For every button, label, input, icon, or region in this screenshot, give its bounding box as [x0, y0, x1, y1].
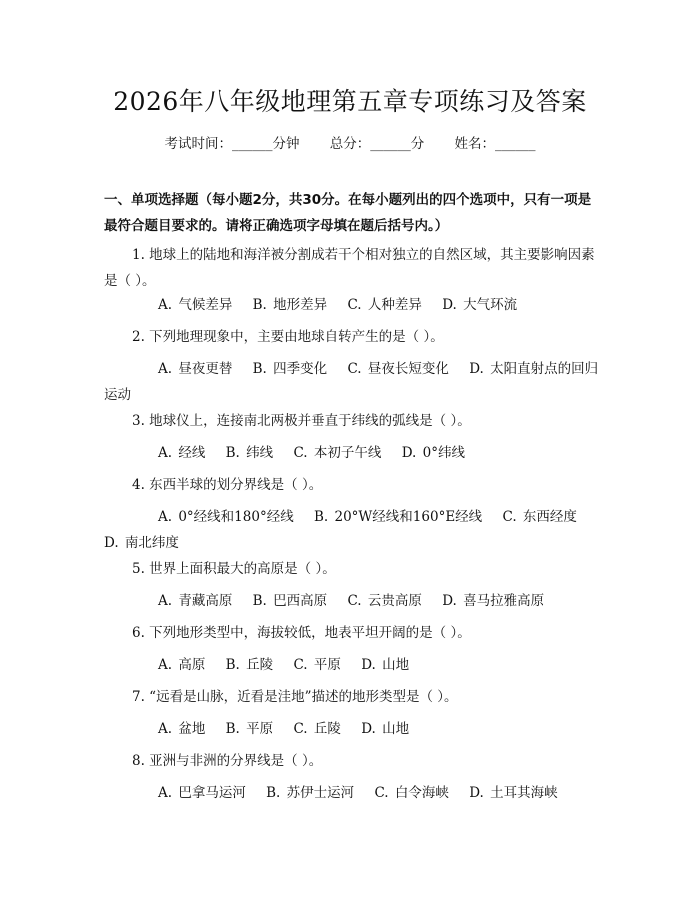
option-a: A. 气候差异 — [158, 297, 233, 313]
option-d: D. 太阳直射点的回归运动 — [104, 361, 599, 403]
option-b: B. 苏伊士运河 — [266, 785, 355, 801]
option-b: B. 丘陵 — [225, 657, 274, 673]
exam-meta — [0, 132, 700, 152]
question-7-options — [104, 716, 600, 742]
option-d: D. 南北纬度 — [104, 535, 179, 551]
option-a: A. 经线 — [158, 445, 206, 461]
question-2: 2. 下列地理现象中，主要由地球自转产生的是（ ）。 — [132, 329, 444, 345]
question-1: 1. 地球上的陆地和海洋被分割成若干个相对独立的自然区域，其主要影响因素是（ ）。 — [104, 247, 595, 289]
option-c: C. 东西经度 — [502, 509, 577, 525]
option-d: D. 山地 — [361, 657, 410, 673]
question-6: 6. 下列地形类型中，海拔较低，地表平坦开阔的是（ ）。 — [132, 625, 471, 641]
page-title: 2026年八年级地理第五章专项练习及答案 — [113, 87, 587, 116]
option-a: A. 高原 — [158, 657, 206, 673]
option-c: C. 丘陵 — [293, 721, 341, 737]
question-2-options — [104, 356, 600, 408]
option-b: B. 四季变化 — [252, 361, 328, 377]
option-d: D. 山地 — [361, 721, 410, 737]
option-c: C. 人种差异 — [347, 297, 422, 313]
option-a: A. 昼夜更替 — [158, 361, 233, 377]
option-c: C. 白令海峡 — [374, 785, 449, 801]
option-b: B. 地形差异 — [252, 297, 328, 313]
option-a: A. 盆地 — [158, 721, 206, 737]
question-4: 4. 东西半球的划分界线是（ ）。 — [132, 477, 323, 493]
option-c: C. 本初子午线 — [293, 445, 382, 461]
option-b: B. 巴西高原 — [252, 593, 328, 609]
question-5: 5. 世界上面积最大的高原是（ ）。 — [132, 561, 336, 577]
question-7: 7. “远看是山脉，近看是洼地”描述的地形类型是（ ）。 — [132, 689, 458, 705]
option-d: D. 0°纬线 — [401, 445, 465, 461]
option-b: B. 纬线 — [225, 445, 274, 461]
question-1-options — [104, 292, 600, 318]
question-8-options — [104, 780, 600, 806]
section-heading: 一、单项选择题（每小题2分，共30分。在每小题列出的四个选项中，只有一项是最符合题目要求的。请将正确选项字母填在题后括号内。） — [104, 192, 592, 234]
option-c: C. 云贵高原 — [347, 593, 422, 609]
exam-time-field: 考试时间：______分钟 — [164, 136, 300, 152]
option-c: C. 昼夜长短变化 — [347, 361, 449, 377]
option-a: A. 青藏高原 — [158, 593, 233, 609]
option-c: C. 平原 — [293, 657, 341, 673]
question-3: 3. 地球仪上，连接南北两极并垂直于纬线的弧线是（ ）。 — [132, 413, 471, 429]
name-field: 姓名：______ — [454, 136, 536, 152]
total-score-field: 总分：______分 — [329, 136, 425, 152]
option-d: D. 土耳其海峡 — [469, 785, 558, 801]
option-a: A. 0°经线和180°经线 — [158, 509, 294, 525]
question-5-options — [104, 588, 600, 614]
question-3-options — [104, 440, 600, 466]
question-6-options — [104, 652, 600, 678]
question-4-options — [104, 504, 600, 556]
option-d: D. 喜马拉雅高原 — [442, 593, 545, 609]
question-8: 8. 亚洲与非洲的分界线是（ ）。 — [132, 753, 323, 769]
option-b: B. 平原 — [225, 721, 274, 737]
option-d: D. 大气环流 — [442, 297, 518, 313]
option-b: B. 20°W经线和160°E经线 — [314, 509, 483, 525]
option-a: A. 巴拿马运河 — [158, 785, 246, 801]
